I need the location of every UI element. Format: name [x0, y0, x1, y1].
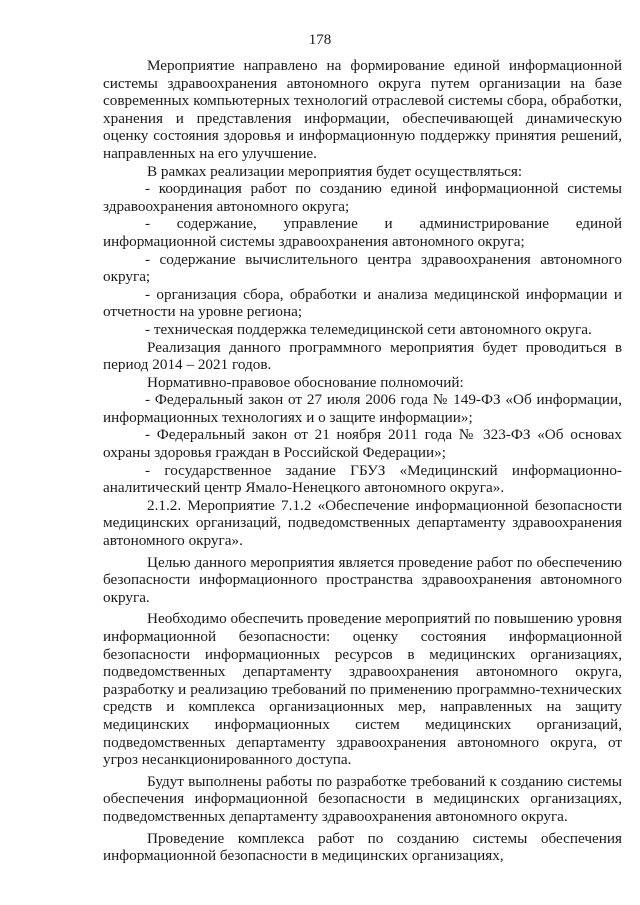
- section-heading-7-1-2: 2.1.2. Мероприятие 7.1.2 «Обеспечение информационной безопасности медицинских организаций, подведомственных департаменту здравоохранения автономного округа».: [103, 496, 622, 550]
- paragraph-goal: Мероприятие направлено на формирование единой информационной системы здравоохранения автономного округа путем организации на базе современных компьютерных технологий отраслевой системы сбора, обработки, хранения и представления информации, обеспечивающей динамическую оценку состояния здоровья и информационную поддержку принятия решений, направленных на его улучшение.: [103, 57, 622, 162]
- list-item-state-task: - государственное задание ГБУЗ «Медицинский информационно-аналитический центр Ямало-Ненецкого автономного округа».: [103, 461, 622, 497]
- list-item-computing-center: - содержание вычислительного центра здравоохранения автономного округа;: [103, 250, 622, 286]
- list-item-law-149: - Федеральный закон от 27 июля 2006 года № 149-ФЗ «Об информации, информационных технологиях и о защите информации»;: [103, 391, 622, 426]
- list-item-administration: - содержание, управление и администрирование единой информационной системы здравоохранения автономного округа;: [103, 215, 622, 250]
- paragraph-requirements: Будут выполнены работы по разработке требований к созданию системы обеспечения информационной безопасности в медицинских организациях, подведомственных департаменту здравоохранения автономного округа.: [103, 772, 622, 825]
- paragraph-system-creation: Проведение комплекса работ по созданию системы обеспечения информационной безопасности в медицинских организациях,: [103, 829, 622, 865]
- list-item-law-323: - Федеральный закон от 21 ноября 2011 года № 323-ФЗ «Об основах охраны здоровья граждан в Российской Федерации»;: [103, 426, 622, 462]
- paragraph-purpose: Целью данного мероприятия является проведение работ по обеспечению безопасности информационного пространства здравоохранения автономного округа.: [103, 553, 622, 606]
- page-number: 178: [308, 32, 332, 48]
- list-item-telemedicine: - техническая поддержка телемедицинской сети автономного округа.: [145, 320, 592, 338]
- document-body: [103, 57, 622, 865]
- paragraph-period: Реализация данного программного мероприятия будет проводиться в период 2014 – 2021 годов.: [103, 338, 622, 374]
- paragraph-measures: Необходимо обеспечить проведение мероприятий по повышению уровня информационной безопасности: оценку состояния информационной безопасности информационных ресурсов в медицинских организациях, подведомственных департаменту здравоохранения автономного округа, разработку и реализацию требований по применению программно-технических средств и комплекса организационных мер, направленных на защиту медицинских информационных систем медицинских организаций, подведомственных департаменту здравоохранения автономного округа, от угроз несанкционированного доступа.: [103, 610, 622, 769]
- list-item-data-collection: - организация сбора, обработки и анализа медицинской информации и отчетности на уровне региона;: [103, 285, 622, 321]
- paragraph-scope-intro: В рамках реализации мероприятия будет осуществляться:: [147, 162, 523, 180]
- paragraph-legal-basis: Нормативно-правовое обоснование полномочий:: [147, 373, 464, 391]
- list-item-coordination: - координация работ по созданию единой информационной системы здравоохранения автономного округа;: [103, 180, 622, 215]
